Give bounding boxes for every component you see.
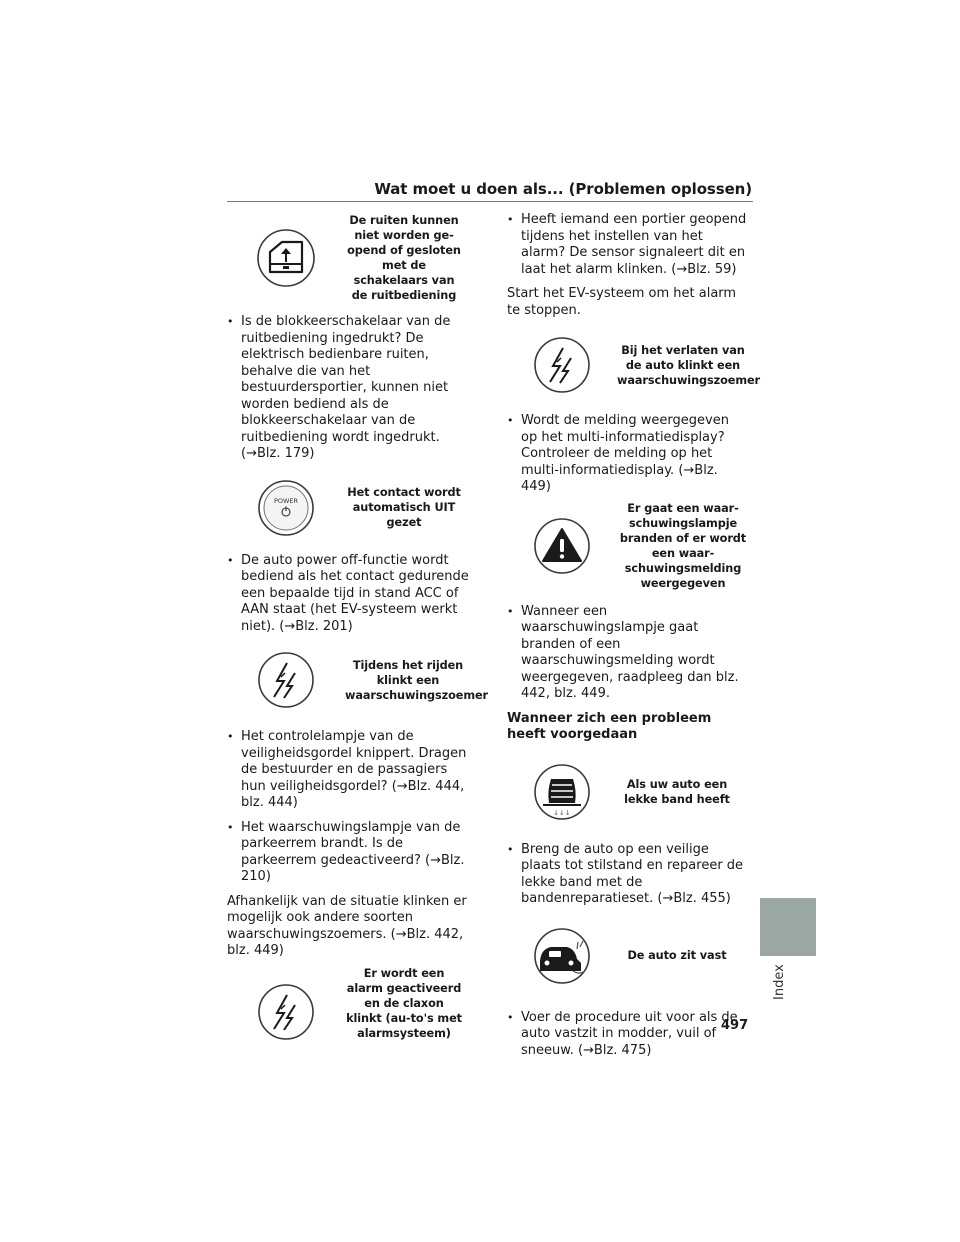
driving-buzzer-item [227,649,489,711]
para-start-ev: Start het EV-systeem om het alarm te stoppen. [507,286,737,318]
driving-buzzer-caption: Tijdens het rijden klinkt een waarschuwingszoemer [345,658,489,702]
bullet-flat-tire: • Breng de auto op een veilige plaats tot stilstand en repareer de lekke band met de bandenreparatieset. (→Blz. 455) [507,842,749,908]
bullet-parking-brake: • Het waarschuwingslampje van de parkeerrem brandt. Is de parkeerrem gedeactiveerd? (→Blz. 210) [227,820,469,886]
stuck-caption: De auto zit vast [627,949,727,962]
power-off-item [227,477,469,539]
power-window-icon [256,228,316,288]
bullet-warning-light: • Wanneer een waarschuwingslampje gaat branden of een waarschuwingsmelding wordt weergegeven, raadpleeg dan blz. 442, blz. 449. [507,604,749,703]
bullet-lock-switch: • Is de blokkeerschakelaar van de ruitbediening ingedrukt? De elektrisch bedienbare ruiten, behalve die van het bestuurdersportier, kunnen niet worden bediend als de blokkeerschakelaar van de ruitbediening wordt ingedrukt. (→Blz. 179) [227,314,469,463]
left-column [227,212,489,1042]
alarm-buzzer-icon [257,983,315,1041]
section-heading: Wanneer zich een probleem heeft voorgedaan [507,710,712,742]
window-switch-item [227,212,469,304]
power-off-caption: Het contact wordt automatisch UIT gezet [347,486,461,529]
index-tab-label: Index [772,964,787,1000]
bullet-stuck: • Voer de procedure uit voor als de auto vastzit in modder, vuil of sneeuw. (→Blz. 475) [507,1010,749,1060]
warning-item [507,500,749,592]
flat-tire-caption: Als uw auto een lekke band heeft [624,777,730,806]
power-label: POWER [273,496,299,505]
right-column [507,212,761,1059]
stuck-car-icon [533,927,591,985]
flat-tire-item [507,762,749,822]
flat-tire-icon [533,763,591,821]
warning-caption: Er gaat een waar-schuwingslampje branden of er wordt een waar-schuwingsmelding weergegeven [619,501,747,590]
para-other-buzzers: Afhankelijk van de situatie klinken er mogelijk ook andere soorten waarschuwingszoemers. (→Blz. 442, blz. 449) [227,893,467,958]
warning-triangle-icon [533,517,591,575]
stuck-item [507,926,749,986]
leaving-buzzer-caption: Bij het verlaten van de auto klinkt een waarschuwingszoemer [617,343,761,387]
buzzer-icon [257,651,315,709]
power-button-icon [257,479,315,537]
header-rule [227,201,753,202]
bullet-door-opened: • Heeft iemand een portier geopend tijdens het instellen van het alarm? De sensor signaleert dit en laat het alarm klinken. (→Blz. 59) [507,212,749,278]
window-switch-caption: De ruiten kunnen niet worden ge-opend of gesloten met de schakelaars van de ruitbediening [347,214,461,302]
alarm-item [227,966,469,1042]
bullet-seatbelt: • Het controlelampje van de veiligheidsgordel knippert. Dragen de bestuurder en de passagiers hun veiligheidsgordel? (→Blz. 444, blz. 444) [227,729,469,812]
alarm-caption: Er wordt een alarm geactiveerd en de claxon klinkt (au-to's met alarmsysteem) [346,967,462,1040]
page-header-title: Wat moet u doen als... (Problemen oplossen) [374,180,752,198]
page-number: 497 [721,1018,749,1033]
bullet-message-shown: • Wordt de melding weergegeven op het multi-informatiedisplay? Controleer de melding op het multi-informatiedisplay. (→Blz. 449) [507,413,749,496]
index-tab[interactable] [760,898,816,956]
buzzer-icon [533,336,591,394]
bullet-auto-power-off: • De auto power off-functie wordt bediend als het contact gedurende een bepaalde tijd in stand ACC of AAN staat (het EV-systeem werkt niet). (→Blz. 201) [227,553,469,636]
svg-text:↓↓↓: ↓↓↓ [553,808,571,817]
leaving-buzzer-item [507,333,761,397]
